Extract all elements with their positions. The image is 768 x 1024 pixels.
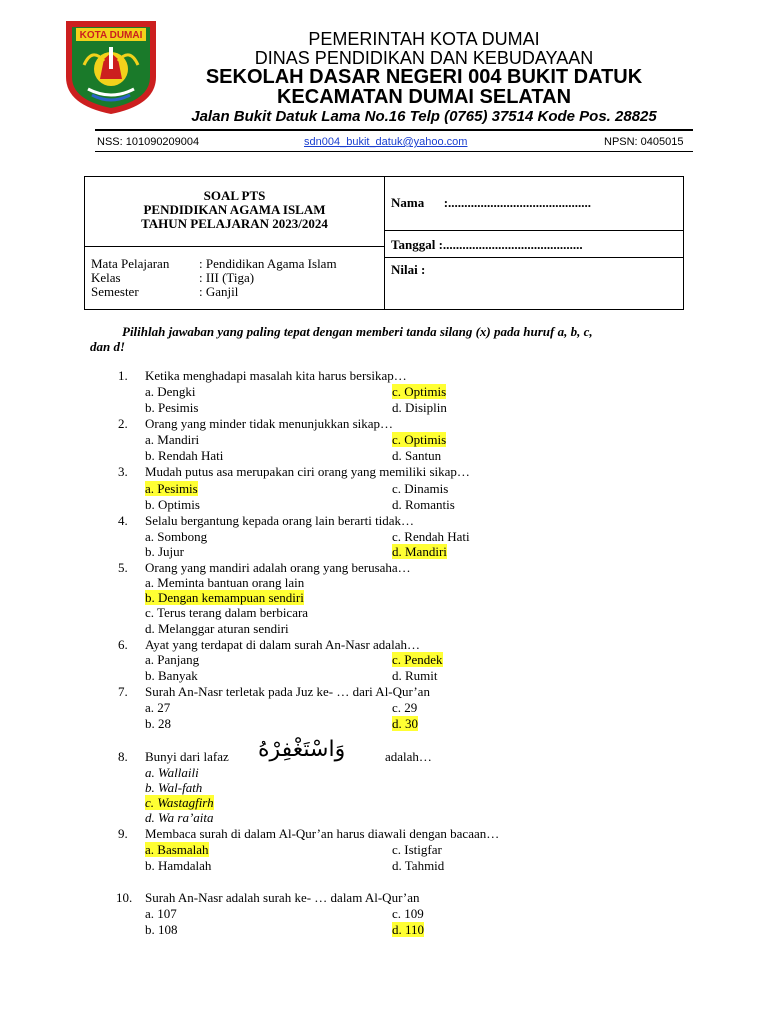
question-number: 9. (118, 826, 128, 841)
option-c[interactable]: c. Rendah Hati (392, 529, 470, 544)
option-b[interactable]: b. Hamdalah (145, 858, 212, 873)
option-d[interactable]: d. Romantis (392, 497, 455, 512)
option-c-highlighted[interactable]: c. Pendek (392, 652, 443, 667)
question-text: Bunyi dari lafaz (145, 749, 229, 764)
option-c[interactable]: c. Terus terang dalam berbicara (145, 605, 309, 620)
exam-info-box (84, 176, 684, 310)
question-number: 1. (118, 368, 128, 383)
option-d[interactable]: d. Melanggar aturan sendiri (145, 621, 289, 636)
info-value-class: : III (Tiga) (199, 270, 255, 285)
option-b[interactable]: b. Optimis (145, 497, 200, 512)
question-number: 6. (118, 637, 128, 652)
question-number: 8. (118, 749, 128, 764)
exam-year-title: TAHUN PELAJARAN 2023/2024 (141, 216, 328, 231)
option-d[interactable]: d. Tahmid (392, 858, 445, 873)
question-number: 10. (116, 890, 133, 905)
header-email-link[interactable]: sdn004_bukit_datuk@yahoo.com (304, 136, 468, 148)
option-a[interactable]: a. Sombong (145, 529, 208, 544)
option-c-highlighted[interactable]: c. Optimis (392, 432, 447, 447)
info-label-semester: Semester (91, 284, 139, 299)
info-value-semester: : Ganjil (199, 284, 239, 299)
header-line-government: PEMERINTAH KOTA DUMAI (308, 29, 540, 49)
option-a[interactable]: a. Dengki (145, 384, 196, 399)
header-divider-bottom (95, 151, 693, 152)
option-c[interactable]: c. 29 (392, 700, 418, 715)
question-text: Ketika menghadapi masalah kita harus bersikap… (145, 368, 407, 383)
question-text: Membaca surah di dalam Al-Qur’an harus diawali dengan bacaan… (145, 826, 500, 841)
question-text-suffix: adalah… (385, 749, 432, 764)
question-number: 7. (118, 684, 128, 699)
header-address: Jalan Bukit Datuk Lama No.16 Telp (0765) 37514 Kode Pos. 28825 (191, 108, 657, 125)
option-d-highlighted[interactable]: d. 110 (392, 922, 425, 937)
header-district: KECAMATAN DUMAI SELATAN (276, 86, 572, 108)
option-d[interactable]: d. Wa ra’aita (145, 810, 214, 825)
option-b[interactable]: b. Jujur (145, 544, 184, 559)
option-b[interactable]: b. Wal-fath (145, 780, 203, 795)
question-text: Mudah putus asa merupakan ciri orang yang memiliki sikap… (145, 464, 470, 479)
option-c[interactable]: c. Dinamis (392, 481, 449, 496)
arabic-lafaz: وَاسْتَغْفِرْهُ (258, 737, 346, 762)
question-number: 3. (118, 464, 128, 479)
question-text: Orang yang minder tidak menunjukkan sikap… (145, 416, 394, 431)
option-b-highlighted[interactable]: b. Dengan kemampuan sendiri (145, 590, 304, 605)
instruction-line-2: dan d! (90, 339, 126, 354)
option-d-highlighted[interactable]: d. Mandiri (392, 544, 447, 559)
option-a[interactable]: a. Wallaili (145, 765, 199, 780)
option-a[interactable]: a. Panjang (145, 652, 200, 667)
option-d[interactable]: d. Rumit (392, 668, 438, 683)
question-text: Surah An-Nasr adalah surah ke- … dalam Al-Qur’an (145, 890, 420, 905)
exam-title: SOAL PTS (203, 188, 266, 203)
box-divider-right-2 (384, 257, 684, 258)
question-number: 4. (118, 513, 128, 528)
option-b[interactable]: b. 28 (145, 716, 171, 731)
info-value-subject: : Pendidikan Agama Islam (199, 256, 337, 271)
option-a[interactable]: a. Meminta bantuan orang lain (145, 575, 305, 590)
option-c[interactable]: c. 109 (392, 906, 424, 921)
option-c-highlighted[interactable]: c. Optimis (392, 384, 447, 399)
option-d[interactable]: d. Santun (392, 448, 442, 463)
option-d-highlighted[interactable]: d. 30 (392, 716, 418, 731)
option-b[interactable]: b. Banyak (145, 668, 198, 683)
exam-subject-title: PENDIDIKAN AGAMA ISLAM (143, 202, 326, 217)
question-text: Orang yang mandiri adalah orang yang berusaha… (145, 560, 411, 575)
option-a-highlighted[interactable]: a. Pesimis (145, 481, 198, 496)
header-school-name: SEKOLAH DASAR NEGERI 004 BUKIT DATUK (205, 66, 643, 88)
header-npsn: NPSN: 0405015 (604, 136, 684, 148)
option-d[interactable]: d. Disiplin (392, 400, 447, 415)
question-text: Surah An-Nasr terletak pada Juz ke- … dari Al-Qur’an (145, 684, 430, 699)
header-divider-top (95, 129, 693, 131)
svg-text:KOTA DUMAI: KOTA DUMAI (79, 30, 143, 41)
date-field[interactable]: Tanggal :........................................... (391, 237, 583, 252)
option-b[interactable]: b. 108 (145, 922, 178, 937)
info-label-class: Kelas (91, 270, 121, 285)
option-c-highlighted[interactable]: c. Wastagfirh (145, 795, 214, 810)
question-number: 2. (118, 416, 128, 431)
option-a[interactable]: a. 107 (145, 906, 177, 921)
header-nss: NSS: 101090209004 (97, 136, 200, 148)
option-a[interactable]: a. Mandiri (145, 432, 200, 447)
header-line-department: DINAS PENDIDIKAN DAN KEBUDAYAAN (254, 48, 594, 68)
box-divider-vertical (384, 177, 385, 309)
info-label-subject: Mata Pelajaran (91, 256, 170, 271)
question-number: 5. (118, 560, 128, 575)
instruction-line-1: Pilihlah jawaban yang paling tepat dengan memberi tanda silang (x) pada huruf a, b, c, (122, 324, 593, 339)
question-text: Selalu bergantung kepada orang lain berarti tidak… (145, 513, 415, 528)
option-c[interactable]: c. Istigfar (392, 842, 442, 857)
option-b[interactable]: b. Pesimis (145, 400, 199, 415)
box-divider-right-1 (384, 230, 684, 231)
box-divider-left (85, 246, 384, 247)
name-field[interactable]: Nama :............................................ (391, 195, 592, 210)
option-b[interactable]: b. Rendah Hati (145, 448, 224, 463)
question-text: Ayat yang terdapat di dalam surah An-Nasr adalah… (145, 637, 420, 652)
score-field[interactable]: Nilai : (391, 262, 426, 277)
option-a[interactable]: a. 27 (145, 700, 171, 715)
option-a-highlighted[interactable]: a. Basmalah (145, 842, 209, 857)
